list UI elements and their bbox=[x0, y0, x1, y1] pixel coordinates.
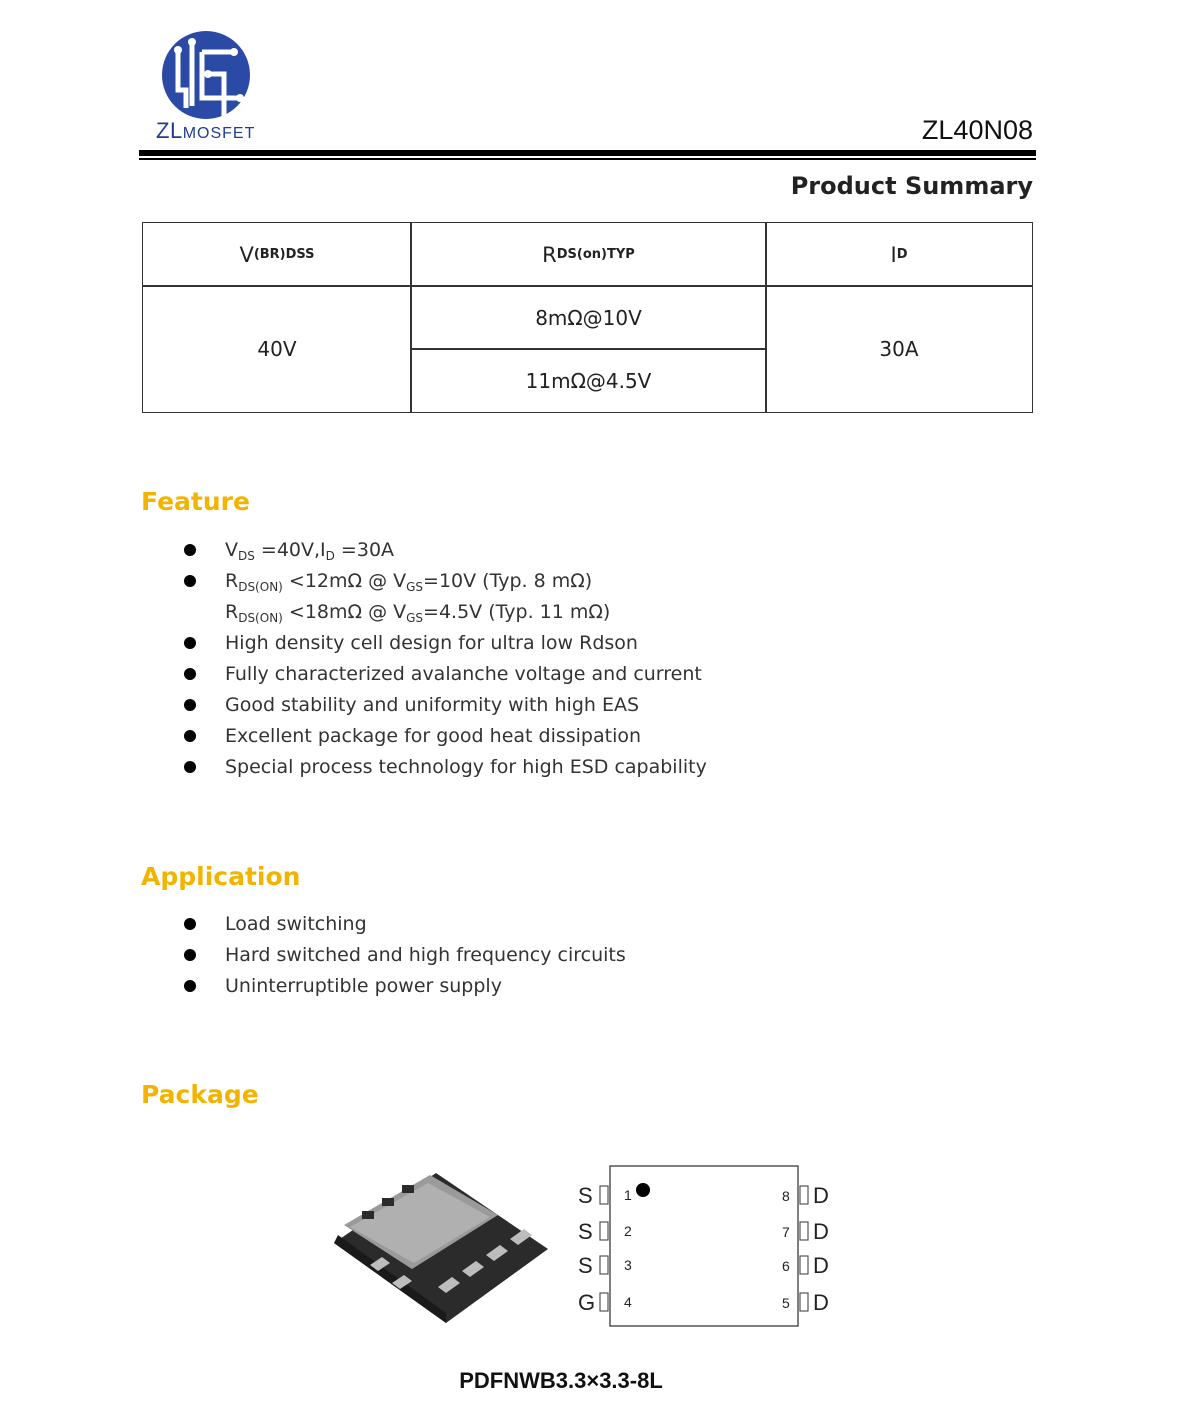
part-number: ZL40N08 bbox=[921, 115, 1033, 145]
pin-label: D bbox=[813, 1253, 829, 1278]
application-text: Load switching bbox=[225, 913, 367, 935]
bullet-icon bbox=[184, 980, 196, 992]
package-heading: Package bbox=[141, 1080, 259, 1109]
pin-pad bbox=[600, 1293, 608, 1311]
feature-item bbox=[184, 690, 707, 721]
bullet-icon bbox=[184, 699, 196, 711]
feature-text: R bbox=[225, 601, 239, 623]
pin-label: D bbox=[813, 1219, 829, 1244]
subscript: DS(ON) bbox=[238, 611, 283, 625]
feature-text: V bbox=[225, 539, 238, 561]
application-list bbox=[184, 909, 626, 1002]
id-value: 30A bbox=[879, 337, 919, 361]
header-id bbox=[766, 223, 1032, 286]
feature-text: <18mΩ @ V bbox=[282, 601, 407, 623]
header-vbrdss-sub: (BR)DSS bbox=[253, 247, 315, 262]
feature-text: Special process technology for high ESD capability bbox=[225, 756, 707, 778]
feature-item bbox=[184, 628, 707, 659]
pin-pad bbox=[600, 1186, 608, 1204]
bullet-icon bbox=[184, 575, 196, 587]
feature-item bbox=[184, 566, 707, 597]
feature-text: =4.5V (Typ. 11 mΩ) bbox=[423, 601, 611, 623]
package-3d-image bbox=[330, 1165, 550, 1325]
pin-number: 6 bbox=[782, 1258, 790, 1274]
product-summary-table bbox=[142, 222, 1033, 413]
feature-item bbox=[184, 752, 707, 783]
header-id-sub: D bbox=[896, 247, 908, 262]
header-rule-thin bbox=[139, 158, 1036, 160]
brand-name bbox=[156, 118, 255, 144]
feature-item bbox=[184, 597, 707, 628]
header-rule-thick bbox=[139, 150, 1036, 156]
header-rdson-main: R bbox=[542, 242, 557, 267]
pin-label: D bbox=[813, 1290, 829, 1315]
pin-label: S bbox=[578, 1253, 593, 1278]
feature-text: <12mΩ @ V bbox=[282, 570, 407, 592]
bullet-icon bbox=[184, 544, 196, 556]
application-text: Hard switched and high frequency circuits bbox=[225, 944, 626, 966]
pin1-marker bbox=[636, 1183, 650, 1197]
pin-pad bbox=[800, 1186, 808, 1204]
feature-text: Good stability and uniformity with high EAS bbox=[225, 694, 640, 716]
pin-label: D bbox=[813, 1183, 829, 1208]
package-name: PDFNWB3.3×3.3-8L bbox=[459, 1368, 663, 1393]
brand-prefix: ZL bbox=[156, 118, 183, 143]
pin-pad bbox=[600, 1222, 608, 1240]
feature-text: =40V,I bbox=[254, 539, 326, 561]
application-item bbox=[184, 971, 626, 1002]
pin-label: S bbox=[578, 1219, 593, 1244]
subscript: D bbox=[325, 549, 335, 563]
feature-item bbox=[184, 659, 707, 690]
bullet-icon bbox=[184, 668, 196, 680]
subscript: GS bbox=[406, 580, 424, 594]
bullet-icon bbox=[184, 637, 196, 649]
header-vbrdss bbox=[143, 223, 411, 286]
application-item bbox=[184, 940, 626, 971]
feature-list bbox=[184, 535, 707, 783]
application-heading: Application bbox=[141, 862, 301, 891]
header-vbrdss-main: V bbox=[239, 242, 254, 267]
feature-item bbox=[184, 721, 707, 752]
application-text: Uninterruptible power supply bbox=[225, 975, 502, 997]
subscript: DS bbox=[238, 549, 255, 563]
bullet-icon bbox=[184, 730, 196, 742]
pin-number: 1 bbox=[624, 1187, 632, 1203]
pin-number: 8 bbox=[782, 1188, 790, 1204]
pin-number: 5 bbox=[782, 1295, 790, 1311]
feature-text: R bbox=[225, 570, 239, 592]
subscript: DS(ON) bbox=[238, 580, 283, 594]
feature-text: High density cell design for ultra low Rdson bbox=[225, 632, 638, 654]
pin-number: 4 bbox=[624, 1294, 632, 1310]
pin-number: 7 bbox=[782, 1224, 790, 1240]
pin-pad bbox=[800, 1256, 808, 1274]
feature-item bbox=[184, 535, 707, 566]
pin-label: S bbox=[578, 1183, 593, 1208]
bullet-icon bbox=[184, 761, 196, 773]
bullet-icon bbox=[184, 918, 196, 930]
pin-pad bbox=[800, 1293, 808, 1311]
vds-value: 40V bbox=[257, 337, 297, 361]
pin-number: 2 bbox=[624, 1223, 632, 1239]
feature-text: =10V (Typ. 8 mΩ) bbox=[423, 570, 593, 592]
feature-text: Fully characterized avalanche voltage and current bbox=[225, 663, 702, 685]
pin-label: G bbox=[578, 1290, 596, 1315]
bullet-icon bbox=[184, 949, 196, 961]
rds-45v-value: 11mΩ@4.5V bbox=[525, 368, 652, 393]
pin-pad bbox=[800, 1222, 808, 1240]
feature-text: =30A bbox=[334, 539, 395, 561]
pin-number: 3 bbox=[624, 1257, 632, 1273]
pinout-diagram bbox=[570, 1158, 840, 1333]
brand-suffix: MOSFET bbox=[182, 125, 256, 142]
rds-10v-value: 8mΩ@10V bbox=[535, 305, 642, 330]
application-item bbox=[184, 909, 626, 940]
subscript: GS bbox=[406, 611, 424, 625]
product-summary-title: Product Summary bbox=[790, 172, 1033, 200]
feature-text: Excellent package for good heat dissipation bbox=[225, 725, 642, 747]
header-id-main: I bbox=[890, 242, 897, 267]
feature-heading: Feature bbox=[141, 487, 250, 516]
pin-pad bbox=[600, 1256, 608, 1274]
header-rdson-sub: DS(on)TYP bbox=[556, 247, 635, 262]
header-rdson bbox=[411, 223, 766, 286]
